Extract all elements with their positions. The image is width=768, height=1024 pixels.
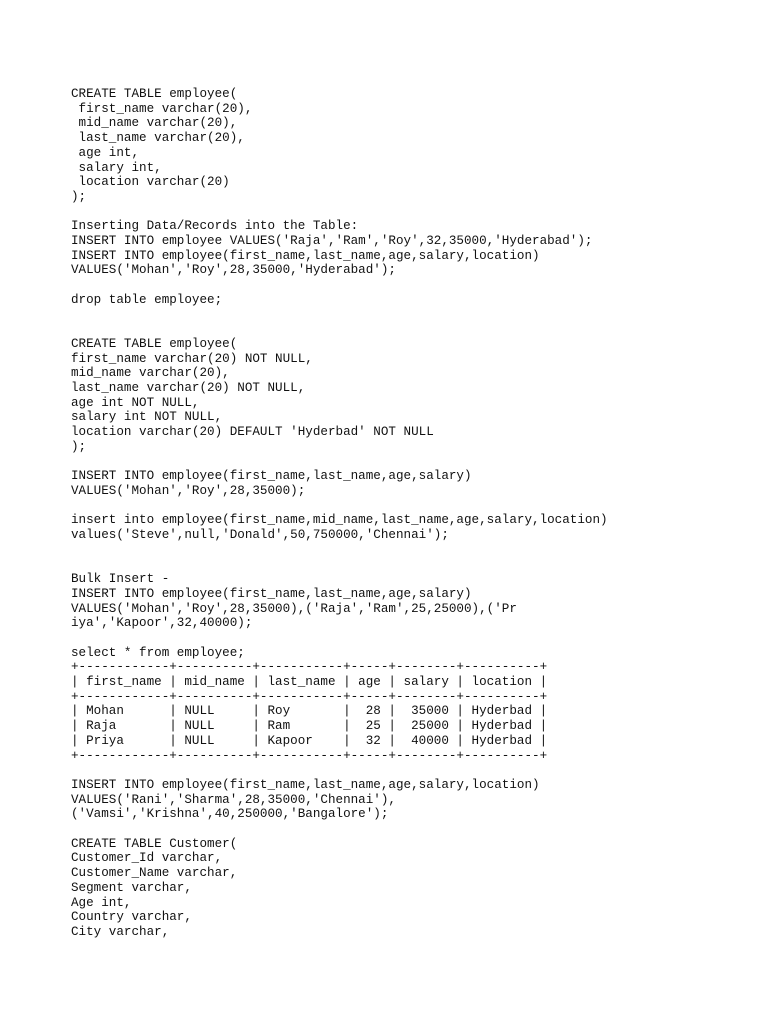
code-line: Inserting Data/Records into the Table:	[71, 219, 359, 234]
code-line: values('Steve',null,'Donald',50,750000,'Chennai');	[71, 528, 449, 542]
code-line: Segment varchar,	[71, 880, 192, 895]
table-row: | Priya | NULL | Kapoor | 32 | 40000 | Hyderbad |	[71, 733, 548, 748]
code-line: age int NOT NULL,	[71, 395, 200, 410]
code-line: );	[71, 189, 87, 204]
code-line: location varchar(20) DEFAULT 'Hyderbad' NOT NULL	[71, 425, 434, 440]
code-line: );	[71, 439, 87, 454]
table-border-line: +------------+----------+-----------+-----+--------+----------+	[71, 660, 548, 675]
code-line: INSERT INTO employee VALUES('Raja','Ram','Roy',32,35000,'Hyderabad');	[71, 234, 593, 248]
code-line: Country varchar,	[71, 910, 192, 925]
code-line: Age int,	[71, 895, 132, 910]
code-line: INSERT INTO employee(first_name,last_name,age,salary)	[71, 586, 472, 601]
code-line: mid_name varchar(20),	[71, 116, 238, 131]
code-line: VALUES('Mohan','Roy',28,35000);	[71, 483, 306, 498]
code-line: last_name varchar(20) NOT NULL,	[71, 381, 306, 395]
code-line: ('Vamsi','Krishna',40,250000,'Bangalore');	[71, 807, 389, 822]
code-line: VALUES('Rani','Sharma',28,35000,'Chennai'),	[71, 792, 396, 807]
code-line: select * from employee;	[71, 645, 245, 660]
code-line: first_name varchar(20),	[71, 101, 253, 116]
code-line: salary int NOT NULL,	[71, 410, 223, 425]
table-header-row: | first_name | mid_name | last_name | age | salary | location |	[71, 675, 548, 689]
code-line: CREATE TABLE employee(	[71, 87, 238, 101]
code-line: insert into employee(first_name,mid_name,last_name,age,salary,location)	[71, 513, 608, 528]
code-line: Customer_Id varchar,	[71, 851, 223, 866]
table-row: | Raja | NULL | Ram | 25 | 25000 | Hyderbad |	[71, 719, 548, 734]
code-line: first_name varchar(20) NOT NULL,	[71, 351, 313, 366]
code-line: location varchar(20)	[71, 175, 230, 190]
code-line: age int,	[71, 145, 140, 160]
code-line: iya','Kapoor',32,40000);	[71, 616, 253, 631]
code-line: INSERT INTO employee(first_name,last_name,age,salary,location)	[71, 777, 540, 792]
code-line: CREATE TABLE employee(	[71, 336, 238, 351]
code-line: INSERT INTO employee(first_name,last_name,age,salary,location)	[71, 248, 540, 263]
code-line: mid_name varchar(20),	[71, 366, 230, 381]
code-line: City varchar,	[71, 924, 170, 939]
code-line: Customer_Name varchar,	[71, 866, 238, 881]
table-row: | Mohan | NULL | Roy | 28 | 35000 | Hyderbad |	[71, 704, 548, 719]
table-border-line: +------------+----------+-----------+-----+--------+----------+	[71, 748, 548, 763]
code-line: Bulk Insert -	[71, 572, 170, 587]
table-border-line: +------------+----------+-----------+-----+--------+----------+	[71, 689, 548, 704]
code-line: CREATE TABLE Customer(	[71, 836, 238, 851]
code-line: last_name varchar(20),	[71, 131, 245, 146]
code-line: VALUES('Mohan','Roy',28,35000,'Hyderabad');	[71, 263, 396, 278]
code-line: salary int,	[71, 160, 162, 175]
code-line: drop table employee;	[71, 292, 223, 307]
code-line: VALUES('Mohan','Roy',28,35000),('Raja','Ram',25,25000),('Pr	[71, 601, 517, 616]
code-line: INSERT INTO employee(first_name,last_name,age,salary)	[71, 469, 472, 484]
